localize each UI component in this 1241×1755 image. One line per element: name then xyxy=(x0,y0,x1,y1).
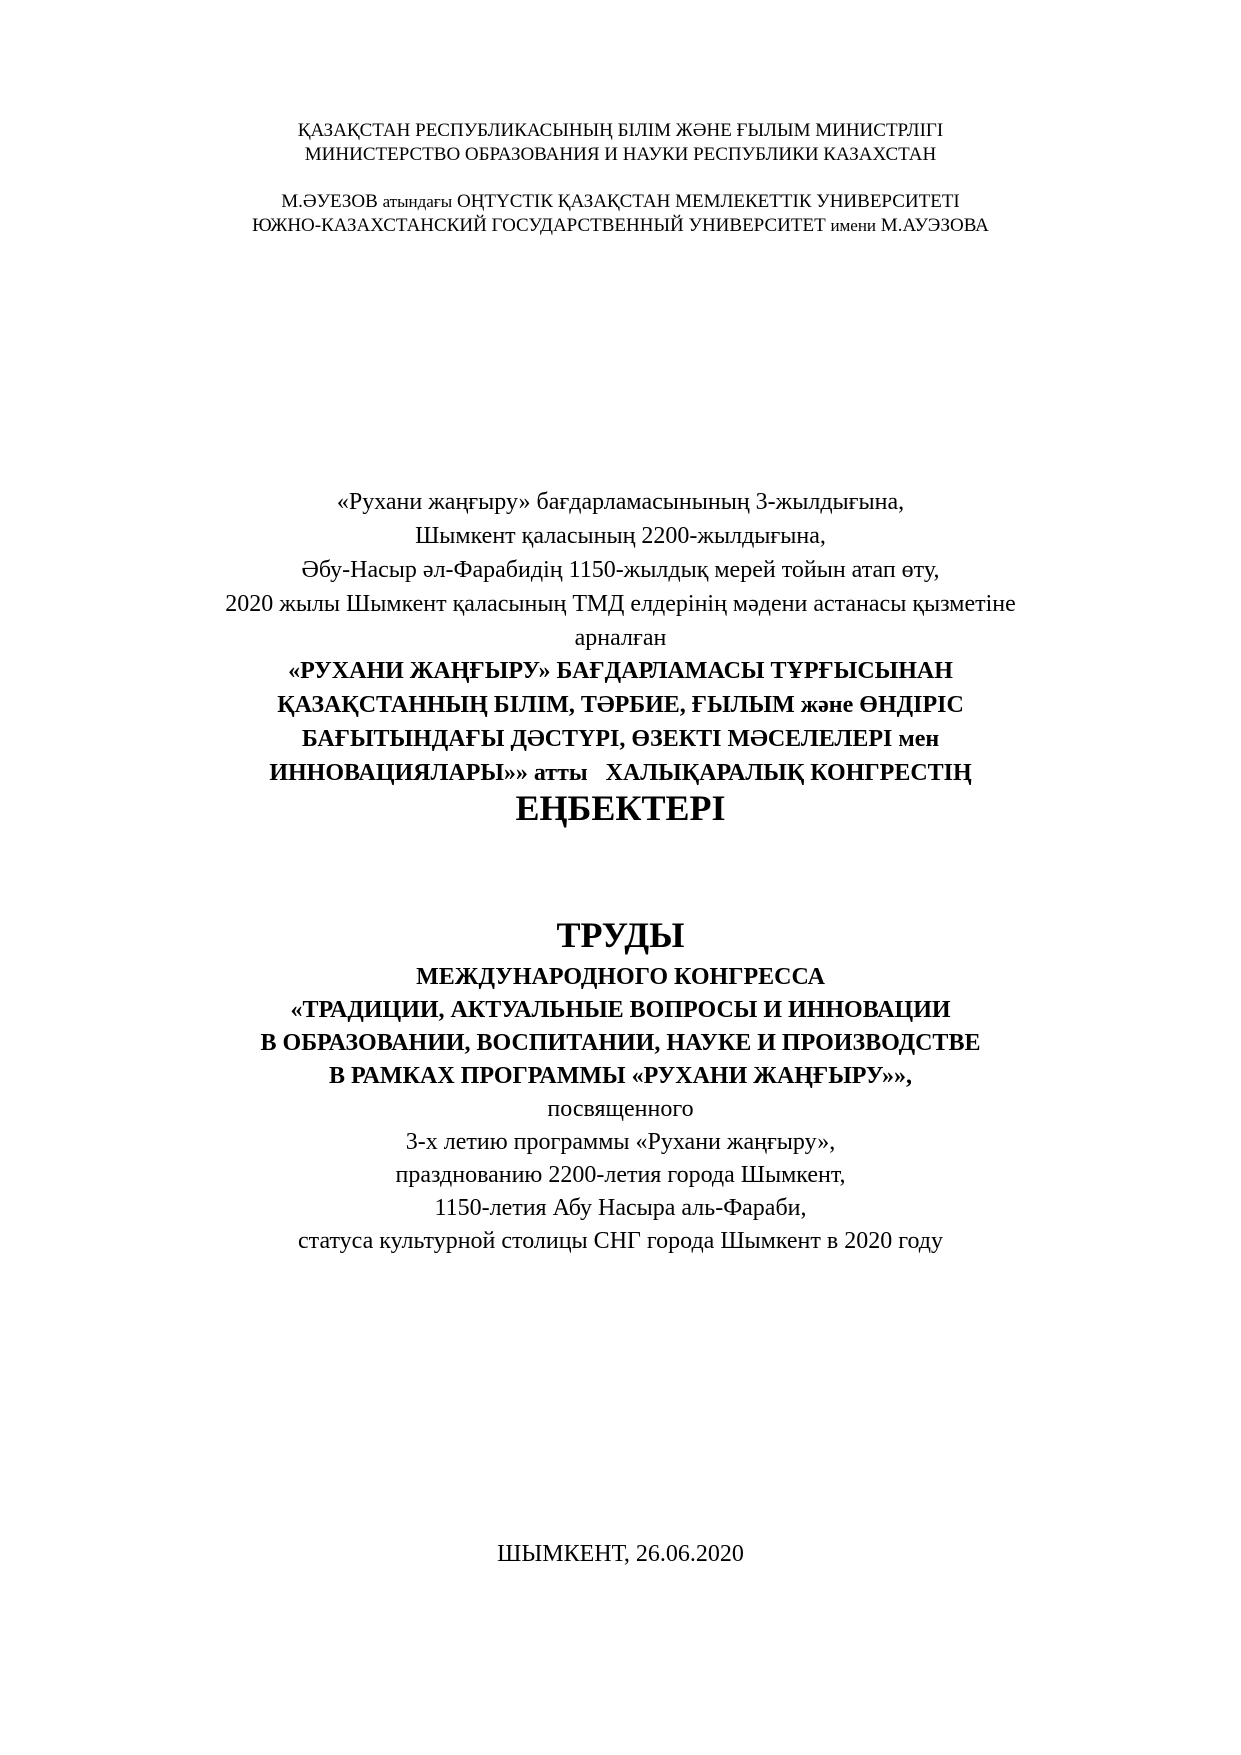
kz-title-line-2 xyxy=(0,693,1241,717)
kz-title-line-3 xyxy=(0,727,1241,751)
kz-title-line-4-b: атты xyxy=(533,760,588,786)
kz-dedication-line-1: «Рухани жаңғыру» бағдарламасынының 3-жылдығына, xyxy=(336,489,905,515)
university-kz-rest: ОҢТҮСТІК ҚАЗАҚСТАН МЕМЛЕКЕТТІК УНИВЕРСИТЕТІ xyxy=(452,191,960,212)
university-kz-line xyxy=(0,192,1241,211)
kz-title-line-3-a: БАҒЫТЫНДАҒЫ ДӘСТҮРІ, ӨЗЕКТІ МӘСЕЛЕЛЕРІ xyxy=(301,726,899,752)
kz-dedication-line-4: 2020 жылы Шымкент қаласының ТМД елдерінің мәдени астанасы қызметіне xyxy=(225,591,1016,617)
kz-title-line-2-b: және xyxy=(800,692,854,718)
kz-dedication-line-2: Шымкент қаласының 2200-жылдығына, xyxy=(415,523,826,549)
kz-title-line-3-b: мен xyxy=(898,726,940,752)
ru-heading: ТРУДЫ xyxy=(556,915,685,955)
university-ru-name: ЮЖНО-КАЗАХСТАНСКИЙ ГОСУДАРСТВЕННЫЙ УНИВЕРСИТЕТ xyxy=(252,215,831,236)
kz-title-line-2-c: ӨНДІРІС xyxy=(853,692,964,718)
ru-dedication-line-5: статуса культурной столицы СНГ города Шымкент в 2020 году xyxy=(298,1228,943,1254)
kz-title-line-1: «РУХАНИ ЖАҢҒЫРУ» БАҒДАРЛАМАСЫ ТҰРҒЫСЫНАН xyxy=(288,658,953,684)
university-ru-rest: М.АУЭЗОВА xyxy=(876,215,989,236)
kz-heading: ЕҢБЕКТЕРІ xyxy=(515,788,726,828)
ru-dedication-line-3: празднованию 2200-летия города Шымкент, xyxy=(395,1162,846,1188)
kz-title-line-4-c: ХАЛЫҚАРАЛЫҚ КОНГРЕСТІҢ xyxy=(587,760,972,786)
ru-dedication-line-1: посвященного xyxy=(547,1096,694,1122)
ru-title-line-3: В ОБРАЗОВАНИИ, ВОСПИТАНИИ, НАУКЕ И ПРОИЗВОДСТВЕ xyxy=(260,1030,981,1056)
ru-title-line-2: «ТРАДИЦИИ, АКТУАЛЬНЫЕ ВОПРОСЫ И ИННОВАЦИИ xyxy=(290,997,951,1023)
kz-title-line-4 xyxy=(0,761,1241,785)
kz-dedication-line-5: арналған xyxy=(574,625,667,651)
university-ru-line xyxy=(0,216,1241,235)
kz-title-line-4-a: ИННОВАЦИЯЛАРЫ»» xyxy=(269,760,534,786)
university-kz-name: М.ӘУЕЗОВ xyxy=(281,191,383,212)
ministry-ru-line: МИНИСТЕРСТВО ОБРАЗОВАНИЯ И НАУКИ РЕСПУБЛИКИ КАЗАХСТАН xyxy=(304,144,937,165)
ru-dedication-line-4: 1150-летия Абу Насыра аль-Фараби, xyxy=(434,1195,807,1221)
ru-title-line-1: МЕЖДУНАРОДНОГО КОНГРЕССА xyxy=(416,964,825,990)
ministry-kz-line: ҚАЗАҚСТАН РЕСПУБЛИКАСЫНЫҢ БІЛІМ ЖӘНЕ ҒЫЛЫМ МИНИСТРЛІГІ xyxy=(297,120,944,141)
university-kz-connector: атындағы xyxy=(382,192,453,211)
ru-title-line-4: В РАМКАХ ПРОГРАММЫ «РУХАНИ ЖАҢҒЫРУ»», xyxy=(329,1063,912,1089)
university-ru-connector: имени xyxy=(830,216,877,235)
ru-dedication-line-2: 3-х летию программы «Рухани жаңғыру», xyxy=(405,1129,836,1155)
kz-title-line-2-a: ҚАЗАҚСТАННЫҢ БІЛІМ, ТӘРБИЕ, ҒЫЛЫМ xyxy=(277,692,801,718)
kz-dedication-line-3: Әбу-Насыр әл-Фарабидің 1150-жылдық мерей тойын атап өту, xyxy=(301,557,940,583)
place-date: ШЫМКЕНТ, 26.06.2020 xyxy=(497,1541,744,1567)
